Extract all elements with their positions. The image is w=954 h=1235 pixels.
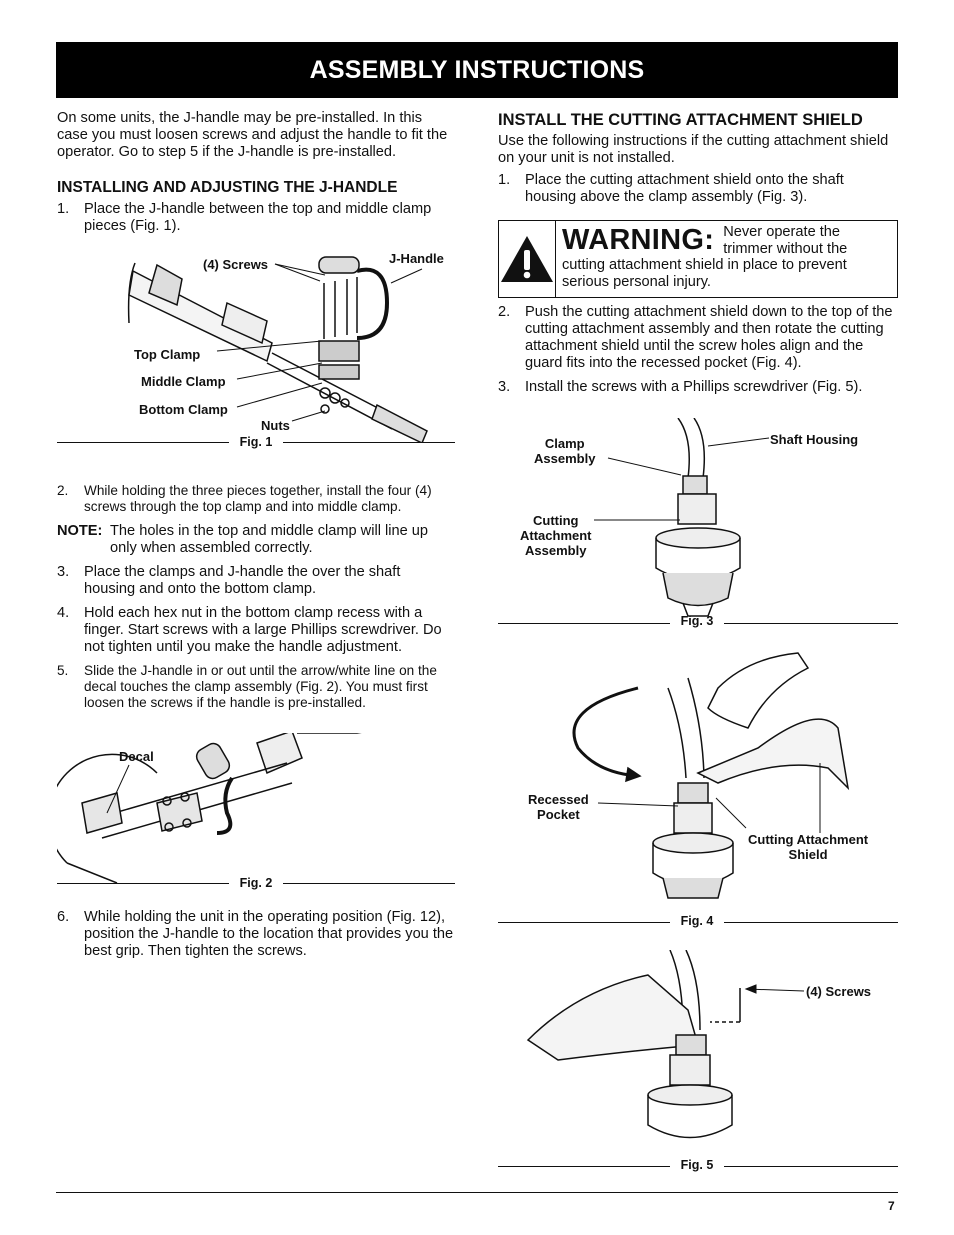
label-top-clamp: Top Clamp xyxy=(134,347,201,362)
step-text: While holding the three pieces together, install the four (4) screws through the top clamp and into middle clamp. xyxy=(84,483,432,514)
step-text: Hold each hex nut in the bottom clamp recess with a finger. Start screws with a large Phillips screwdriver. Do not tighten until you make the handle adjustment. xyxy=(84,605,442,655)
figure-rule-left xyxy=(57,442,229,443)
page-title: ASSEMBLY INSTRUCTIONS xyxy=(309,55,645,84)
shield-intro: Use the following instructions if the cutting attachment shield on your unit is not installed. xyxy=(498,133,889,166)
label-decal: Decal xyxy=(119,749,154,764)
label-clamp-assembly: Clamp Assembly xyxy=(534,436,596,466)
step-number: 5. xyxy=(57,663,69,678)
step-number: 2. xyxy=(57,483,69,498)
figure-5 xyxy=(498,950,898,1180)
label-screws: (4) Screws xyxy=(203,257,269,272)
figure-caption: Fig. 4 xyxy=(680,914,714,928)
step-number: 3. xyxy=(57,564,70,580)
step-text: Place the J-handle between the top and middle clamp pieces (Fig. 1). xyxy=(84,201,432,234)
shield-rotation-illustration xyxy=(498,648,898,908)
right-column xyxy=(498,112,898,396)
step-text: Push the cutting attachment shield down to the top of the cutting attachment assembly and then rotate the cutting attachment shield until the screw holes align and the guard fits into the recessed pocket (Fig. 4). xyxy=(525,304,893,371)
page-header xyxy=(56,42,898,98)
label-nuts: Nuts xyxy=(261,418,290,433)
label-j-handle: J-Handle xyxy=(389,251,444,266)
step-4 xyxy=(57,605,455,656)
note xyxy=(57,523,455,557)
figure-3 xyxy=(498,418,898,633)
step-3 xyxy=(57,564,455,598)
step-text: Install the screws with a Phillips screwdriver (Fig. 5). xyxy=(525,379,863,395)
step-5 xyxy=(57,663,455,711)
note-label: NOTE: xyxy=(57,523,103,539)
figure-rule-right xyxy=(724,1166,898,1167)
section-heading-j-handle: INSTALLING AND ADJUSTING THE J-HANDLE xyxy=(57,179,398,196)
figure-4 xyxy=(498,648,898,938)
figure-caption: Fig. 1 xyxy=(239,435,273,449)
label-cutting-attachment-shield: Cutting Attachment Shield xyxy=(748,832,869,862)
figure-rule-left xyxy=(498,922,670,923)
label-cutting-attachment-assembly: Cutting Attachment Assembly xyxy=(520,513,592,558)
step-number: 1. xyxy=(57,201,70,217)
figure-rule-left xyxy=(498,623,670,624)
step-text: Slide the J-handle in or out until the arrow/white line on the decal touches the clamp assembly (Fig. 2). You must first loosen the screws if the handle is pre-installed. xyxy=(84,663,437,710)
left-column xyxy=(57,110,455,960)
step-number: 4. xyxy=(57,605,70,621)
label-middle-clamp: Middle Clamp xyxy=(141,374,226,389)
step-3 xyxy=(498,379,898,396)
figure-caption: Fig. 2 xyxy=(239,876,273,890)
label-recessed-pocket: Recessed Pocket xyxy=(528,792,589,822)
label-screws: (4) Screws xyxy=(806,984,872,999)
figure-1 xyxy=(57,243,455,483)
screw-install-illustration xyxy=(498,950,898,1150)
step-number: 6. xyxy=(57,909,70,925)
figure-rule-right xyxy=(724,922,898,923)
step-text: Place the clamps and J-handle the over the shaft housing and onto the bottom clamp. xyxy=(84,564,401,597)
label-bottom-clamp: Bottom Clamp xyxy=(139,402,228,417)
figure-2 xyxy=(57,733,455,933)
step-2 xyxy=(498,304,898,372)
figure-rule-left xyxy=(57,883,229,884)
footer-rule xyxy=(56,1192,898,1193)
step-1 xyxy=(57,201,455,235)
warning-box xyxy=(498,220,898,298)
label-shaft-housing: Shaft Housing xyxy=(770,432,859,447)
figure-rule-left xyxy=(498,1166,670,1167)
step-text: While holding the unit in the operating position (Fig. 12), position the J-handle to the location that provides you the best grip. Then tighten the screws. xyxy=(84,909,454,959)
j-handle-clamp-illustration xyxy=(57,243,457,443)
decal-alignment-illustration xyxy=(57,733,457,883)
warning-body xyxy=(556,221,897,297)
warning-icon xyxy=(499,221,556,297)
page-number: 7 xyxy=(888,1199,895,1213)
figure-rule-right xyxy=(283,442,455,443)
section-heading-shield: INSTALL THE CUTTING ATTACHMENT SHIELD xyxy=(498,111,863,129)
step-number: 3. xyxy=(498,379,511,395)
step-number: 2. xyxy=(498,304,511,320)
step-number: 1. xyxy=(498,172,511,188)
figure-caption: Fig. 3 xyxy=(680,614,714,628)
figure-rule-right xyxy=(283,883,455,884)
figure-caption: Fig. 5 xyxy=(680,1158,714,1172)
step-2 xyxy=(57,483,455,515)
step-text: Place the cutting attachment shield onto the shaft housing above the clamp assembly (Fig. 3). xyxy=(525,172,844,205)
step-6 xyxy=(57,909,455,960)
warning-title: WARNING: xyxy=(562,224,715,256)
note-text: The holes in the top and middle clamp will line up only when assembled correctly. xyxy=(110,523,428,556)
figure-rule-right xyxy=(724,623,898,624)
warning-text: Never operate the trimmer without the cutting attachment shield in place to prevent serious personal injury. xyxy=(562,224,848,290)
intro-paragraph: On some units, the J-handle may be pre-installed. In this case you must loosen screws and adjust the handle to fit the operator. Go to step 5 if the J-handle is pre-installed. xyxy=(57,110,448,160)
step-1 xyxy=(498,172,898,206)
